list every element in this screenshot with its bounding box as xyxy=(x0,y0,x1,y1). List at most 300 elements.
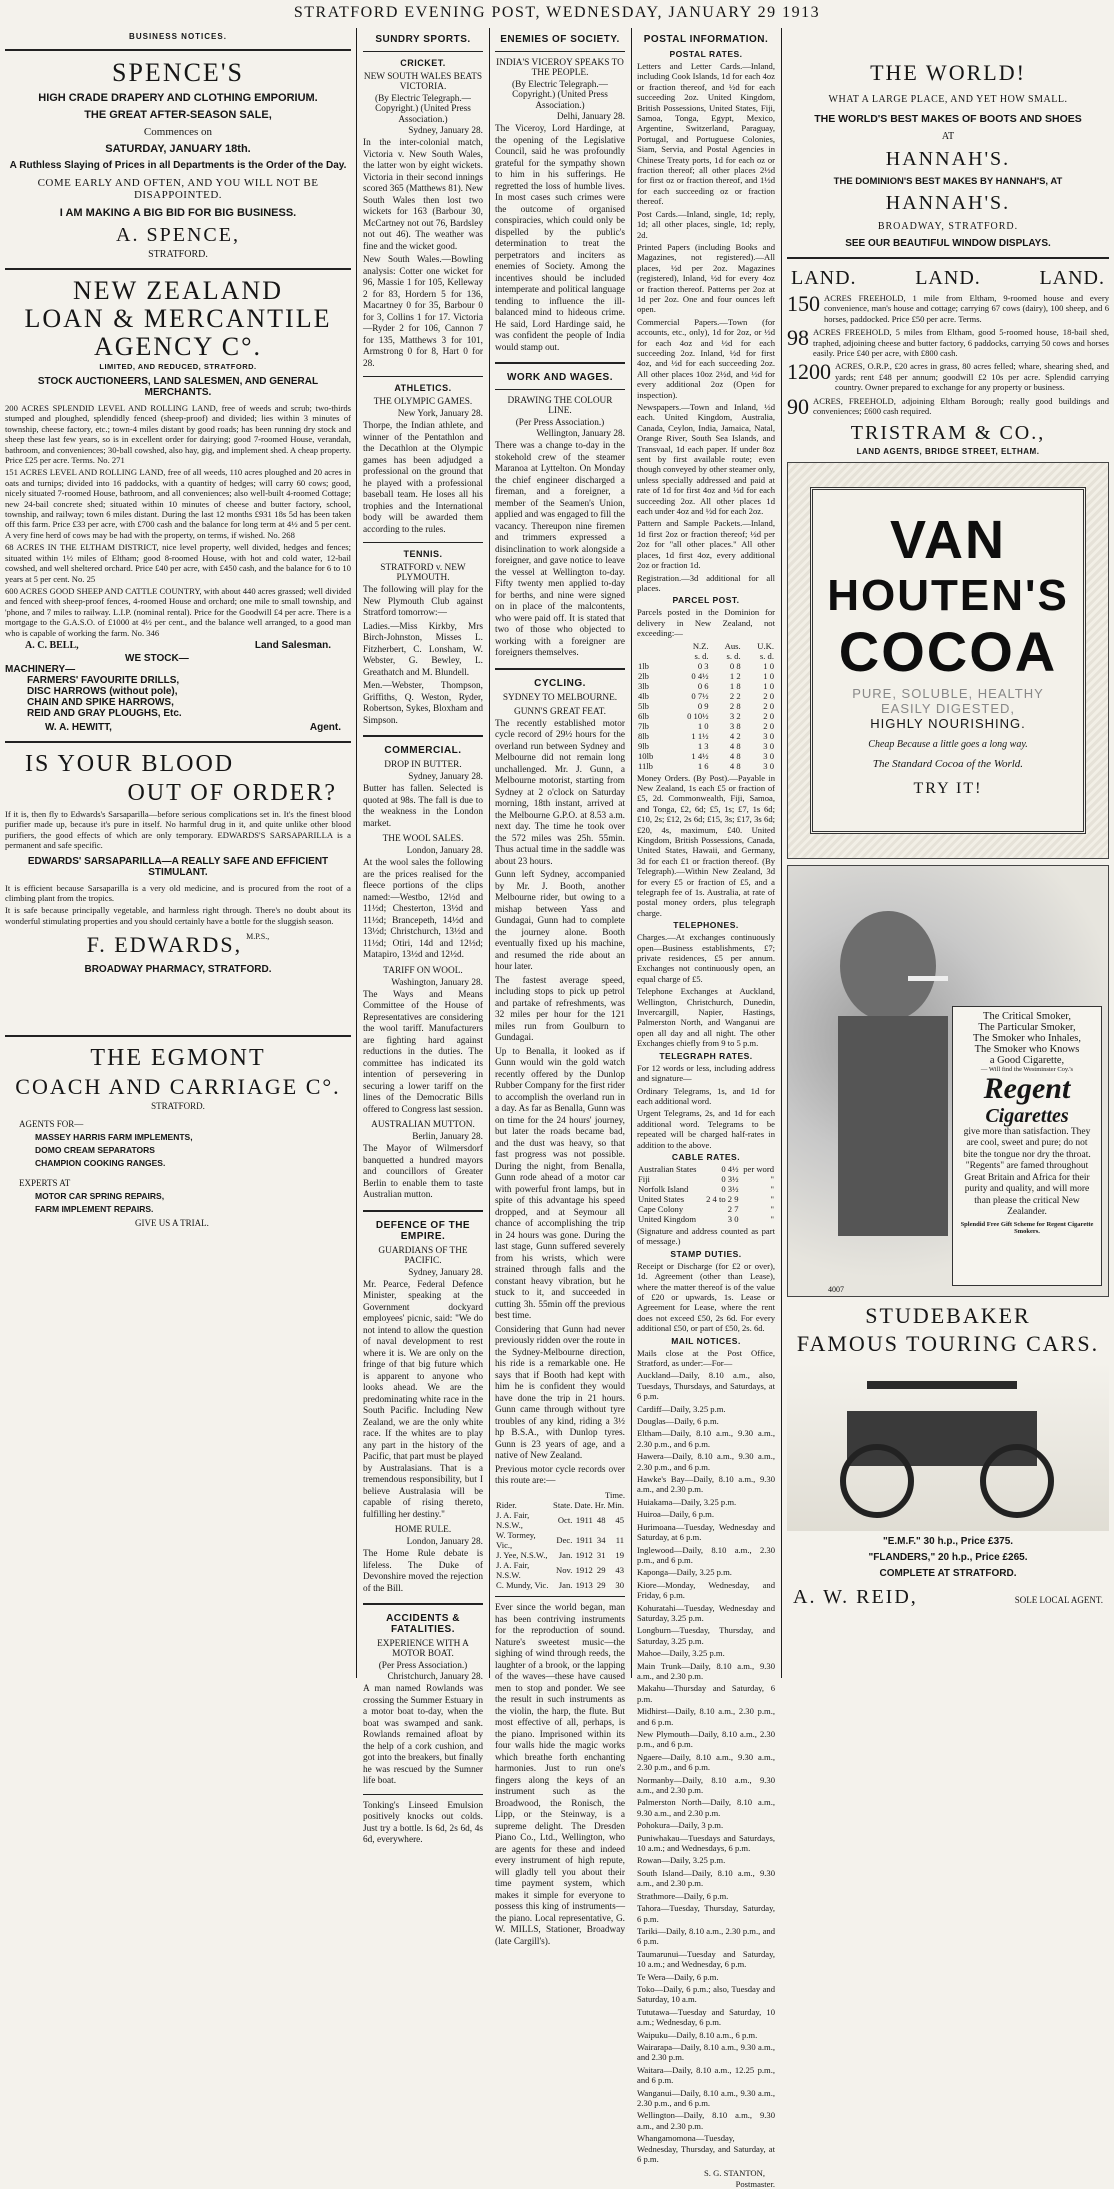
egmont-agent-item: MASSEY HARRIS FARM IMPLEMENTS, xyxy=(35,1132,193,1143)
records-header-cell: Date. xyxy=(574,1500,593,1511)
parcel-cell: 0 7½ xyxy=(691,690,709,701)
cycling-paragraph: Considering that Gunn had never previously ridden over the route in the Sydney-Melbourne direction, his ride is a remarkable one. He says that if Booth had kept with him he is confident they would have done the trip in 21 hours. Gunn came through without tyre troubles of any kind, riding a 3½ hp B.S.A., with Dunlop tyres. Gunn is 23 years of age, and a native of New Zealand. xyxy=(495,1324,625,1462)
regent-gift: Splendid Free Gift Scheme for Regent Cigarette Smokers. xyxy=(960,1220,1094,1235)
studebaker-price: "E.M.F." 30 h.p., Price £375. xyxy=(882,1535,1014,1547)
records-header-cell: Hr. xyxy=(594,1500,606,1511)
commercial-paragraph: Butter has fallen. Selected is quoted at 98s. The fall is due to the weakness in the London market. xyxy=(363,784,483,829)
mail-heading: MAIL NOTICES. xyxy=(671,1335,741,1346)
land-firm-sub: LAND AGENTS, BRIDGE STREET, ELTHAM. xyxy=(856,446,1040,456)
parcel-row xyxy=(637,681,775,691)
divider xyxy=(363,1603,483,1605)
records-header-cell: Rider. xyxy=(496,1500,517,1511)
cricket-paragraph: In the inter-colonial match, Victoria v. New South Wales, the latter won by eight wickets. Victoria in their second innings scored 365 (Matthews 81). New South Wales then lost two wickets for 163 (Barbour 30, McCartney not out 76, Bardsley not out 46). The weather was fine and the wicket good. xyxy=(363,138,483,252)
cable-cell: 2 4 to 2 9 xyxy=(706,1193,739,1204)
mail-item: Hawera—Daily, 8.10 a.m., 9.30 a.m., 2.30 p.m., and 6 p.m. xyxy=(637,1451,775,1472)
regent-advert xyxy=(787,865,1109,1297)
cable-cell: Fiji xyxy=(638,1173,650,1184)
mail-item: Huiakama—Daily, 3.25 p.m. xyxy=(637,1496,737,1507)
postal-paragraph: Registration.—3d additional for all places. xyxy=(637,572,775,593)
regent-body: give more than satisfaction. They are cool, sweet and pure; do not bite the tongue nor dry the throat. "Regents" are famed throughout Great Britain and Africa for their purity and quality, and will more than please the critical New Zealander. xyxy=(963,1126,1091,1218)
records-cell: 1912 xyxy=(575,1565,593,1576)
world-advert xyxy=(787,28,1109,249)
records-row xyxy=(495,1560,625,1580)
mail-item: Huiroa—Daily, 6 p.m. xyxy=(637,1509,715,1520)
parcel-cell: 1 3 xyxy=(697,740,709,751)
records-cell: 45 xyxy=(615,1515,624,1526)
parcel-header-row xyxy=(637,641,775,651)
divider xyxy=(495,51,625,52)
land-advert xyxy=(787,267,1109,456)
records-cell: 48 xyxy=(596,1515,606,1526)
regent-line: The Particular Smoker, xyxy=(978,1021,1076,1033)
parcel-cell: 6lb xyxy=(638,710,649,721)
parcel-cell: 1 4½ xyxy=(691,750,709,761)
mail-item: Kaponga—Daily, 3.25 p.m. xyxy=(637,1567,732,1578)
mail-item: Waipuku—Daily, 8.10 a.m., 6 p.m. xyxy=(637,2029,758,2040)
mail-item: New Plymouth—Daily, 8.10 a.m., 2.30 p.m., and 6 p.m. xyxy=(637,1729,775,1750)
blood-title-1: IS YOUR BLOOD xyxy=(25,750,235,777)
cable-cell: 0 4½ xyxy=(721,1163,739,1174)
parcel-cell: 4 8 xyxy=(729,760,741,771)
postmaster-sign: S. G. STANTON, xyxy=(704,2168,765,2179)
studebaker-advert xyxy=(787,1303,1109,1611)
parcel-cell: 0 3 xyxy=(697,660,709,671)
section-title: SUNDRY SPORTS. xyxy=(375,34,471,45)
mail-item: Auckland—Daily, 8.10 a.m., also, Tuesdays, Thursdays, and Saturdays, at 6 p.m. xyxy=(637,1370,775,1402)
regent-line: The Smoker who Knows xyxy=(974,1043,1080,1055)
parcel-subheader-cell: s. d. xyxy=(694,650,709,661)
blood-paragraph: If it is, then fly to Edwards's Sarsaparilla—before serious complications set in. It's the finest blood purifier made up, because it's pure in itself. No harmful drug in it, and quite unlike other blood purifiers, the good effects of which are only temporary. EDWARDS'S SARSAPARILLA is a permanent and safe specific. xyxy=(5,808,351,851)
egmont-line1: THE EGMONT xyxy=(90,1045,266,1072)
nzl-agent: Agent. xyxy=(309,721,341,733)
spence-date: SATURDAY, JANUARY 18th. xyxy=(105,143,251,155)
parcel-cell: 3 0 xyxy=(763,740,774,751)
parcel-cell: 2 0 xyxy=(763,690,774,701)
mail-item: Palmerston North—Daily, 8.10 a.m., 9.30 a.m., and 2.30 p.m. xyxy=(637,1797,775,1818)
divider xyxy=(787,257,1109,259)
accidents-paragraph: A man named Rowlands was crossing the Summer Estuary in a motor boat to-day, when the boat was swamped and sank. Rowlands remained afloat by the help of a cork cushion, and got into the breakers, but finally he was rescued by the Sumner life boat. xyxy=(363,1684,483,1787)
studebaker-sign: A. W. REID, xyxy=(793,1585,918,1608)
nzl-listing: 68 ACRES IN THE ELTHAM DISTRICT, nice level property, well divided, hedges and fences; situated within 1½ miles of Eltham; good 8-roomed House, with hot and cold water, 12-bail cowshed, and well sheltered orchard. Price £40 per acre, with £450 cash, and the balance for 6 to 10 years at 5 per cent. No. 25 xyxy=(5,542,351,584)
telephone-heading: TELEPHONES. xyxy=(673,920,739,931)
land-description: ACRES FREEHOLD, 5 miles from Eltham, good 5-roomed house, 18-bail shed, traphed, adjoining cheese and butter factory, 6 paddocks, carrying 50 cows and horses easily. Price £40 per acre, with £800 cash. xyxy=(813,327,1109,359)
world-hannahs: HANNAH'S. xyxy=(885,192,1011,214)
cocoa-try: TRY IT! xyxy=(913,779,983,797)
nzl-listing: 200 ACRES SPLENDID LEVEL AND ROLLING LAND, free of weeds and scrub; two-thirds stumped and ploughed, splendidly fenced (sheep-proof) and divided; lies within 3 minutes of township, cheese factory, etc.; town-4 miles distant by good roads; has been running dry stock and sheep these last few years, so is in excellent order for dairying; good 7-roomed House, verandah, bathroom, and conveniences; 30-ball cowshed, also hay, gig, and implement shed. A cheap property. Price £25 per acre. Terms. No. 271 xyxy=(5,403,351,466)
smoker-head xyxy=(840,911,936,1021)
cricket-paragraph: New South Wales.—Bowling analysis: Cotter one wicket for 96, Massie 1 for 105, Kelleway 2 for 83, Hordern 5 for 136, Macartney 0 for 35, Barbour 0 for 3, Collins 1 for 17. Victoria—Ryder 2 for 106, Cannon 7 for 135, Matthews 3 for 101, Armstrong 0 for 8, Hart 0 for 28. xyxy=(363,255,483,369)
cable-row xyxy=(637,1164,775,1174)
nzl-listing: 600 ACRES GOOD SHEEP AND CATTLE COUNTRY, with about 440 acres grassed; well divided and fenced with sheep-proof fences, 4-roomed House and orchard; one mile to small township, and 'phone, and 7 miles to railway. L.I.P. (nominal rental). Price for the Goodwill £4 per acre. There is a mortgage to the G.A.S.O. of £1000 at 4½ per cent., and the balance well arranged, to a good man who is capable of working the farm. No. 346 xyxy=(5,585,351,638)
mail-list xyxy=(637,1370,775,2164)
egmont-agent-item: DOMO CREAM SEPARATORS xyxy=(35,1145,155,1156)
records-header-cell: Min. xyxy=(607,1500,624,1511)
work-heading: WORK AND WAGES. xyxy=(506,372,613,384)
parcel-header-cell xyxy=(637,641,668,651)
land-list xyxy=(787,293,1109,418)
land-listing xyxy=(787,393,1109,419)
cocoa-line: The Standard Cocoa of the World. xyxy=(872,757,1024,770)
cable-cell: United Kingdom xyxy=(638,1213,697,1224)
piano-advert: Ever since the world began, man has been contriving instruments for the reproduction of sound. Nature's sweetest music—the sighing of wind through reeds, the laughter of a brook, or the lapping of the waves—these have caused men to stop and ponder. We see the result in such instruments as the violin, the harp, the flute. But most effective of all, perhaps, is the piano. Imprisoned within its four walls hide the magic works which breathe forth enchanting harmonies. Just to run one's fingers along the keys of an instrument such as the Broadwood, the Ronisch, the Lipp, or the Steinway, is a supreme delight. The Dresden Piano Co., Ltd., Wellington, who are agents for these and indeed every instrument of high repute, will gladly tell you about their time payment system, which makes it simple for everyone to possess this king of instruments—the piano. Local representative, G. W. MILLS, Stationer, Broadway (late Cargill's). xyxy=(495,1603,625,1947)
divider xyxy=(495,362,625,364)
spence-sign: A. SPENCE, xyxy=(116,224,240,246)
records-row xyxy=(495,1510,625,1530)
parcel-cell: 2 0 xyxy=(763,720,774,731)
tennis-paragraph: Ladies.—Miss Kirkby, Mrs Birch-Johnston, Misses L. Fitzherbert, C. Lonsham, W. Webster, G. Bewley, L. Greathatch and M. Blundell. xyxy=(363,621,483,678)
land-listing xyxy=(787,293,1109,324)
divider xyxy=(5,268,351,270)
blood-advert xyxy=(5,751,351,975)
parcel-cell: 3 0 xyxy=(763,760,774,771)
work-paragraph: There was a change to-day in the stokehold crew of the steamer Maranoa at Lyttelton. On Monday the chief engineer discharged a fireman, and a foreigner, a member of the Seamen's Union, applied and was engaged to fill the vacancy. Thereupon nine firemen and trimmers expressed a disinclination to work alongside a foreigner, and gave notice to leave the vessel at Wellington to-day. Fifty twenty men applied to-day for berths, and nine were signed on in place of the malcontents, who were paid off. It is stated that two of those who objected to working with a foreigner are foreigners themselves. xyxy=(495,441,625,659)
section-title: POSTAL INFORMATION. xyxy=(643,34,769,45)
divider xyxy=(495,1596,625,1597)
parcel-cell: 2 0 xyxy=(763,700,774,711)
cable-cell: per word xyxy=(743,1163,774,1174)
studebaker-complete: COMPLETE AT STRATFORD. xyxy=(879,1567,1017,1579)
tennis-subhead: STRATFORD v. NEW PLYMOUTH. xyxy=(380,563,466,584)
parcel-cell: 4 2 xyxy=(729,730,741,741)
parcel-cell: 0 8 xyxy=(729,660,741,671)
mail-item: Ngaere—Daily, 8.10 a.m., 9.30 a.m., 2.30 p.m., and 6 p.m. xyxy=(637,1751,775,1773)
records-cell: 19 xyxy=(615,1550,624,1561)
mail-item: Longburn—Tuesday, Thursday, and Saturday, 3.25 p.m. xyxy=(637,1625,775,1646)
cable-cell: 0 3½ xyxy=(721,1173,739,1184)
viceroy-date: Delhi, January 28. xyxy=(556,112,625,123)
commercial-subhead: DROP IN BUTTER. xyxy=(384,760,462,771)
blood-safe: EDWARDS' SARSAPARILLA—A REALLY SAFE AND EFFICIENT STIMULANT. xyxy=(27,855,329,878)
land-word: LAND. xyxy=(791,267,857,289)
mail-item: Douglas—Daily, 6 p.m. xyxy=(637,1416,719,1427)
defence-heading: DEFENCE OF THE EMPIRE. xyxy=(375,1219,471,1242)
cable-row xyxy=(637,1214,775,1224)
cricket-date: Sydney, January 28. xyxy=(408,126,483,137)
parcel-cell: 3lb xyxy=(638,680,649,691)
blood-paragraph: It is efficient because Sarsaparilla is a very old medicine, and is procured from the root of a climbing plant from the tropics. xyxy=(5,882,351,903)
land-acreage: 150 xyxy=(787,291,820,316)
mail-item: Wanganui—Daily, 8.10 a.m., 9.30 a.m., 2.30 p.m., and 6 p.m. xyxy=(637,2087,775,2108)
spence-commences: Commences on xyxy=(143,126,213,138)
parcel-table xyxy=(637,641,775,771)
defence-paragraph: The Home Rule debate is lifeless. The Duke of Devonshire moved the rejection of the Bill. xyxy=(363,1549,483,1594)
blood-sign: F. EDWARDS, xyxy=(86,932,243,958)
cable-heading: CABLE RATES. xyxy=(671,1151,741,1162)
studebaker-title: FAMOUS TOURING CARS. xyxy=(796,1330,1100,1356)
regent-line: The Smoker who Inhales, xyxy=(973,1032,1081,1044)
cable-note: (Signature and address counted as part of message.) xyxy=(637,1225,775,1247)
nzl-machinery: MACHINERY— xyxy=(5,663,76,675)
parcel-cell: 3 8 xyxy=(729,720,741,731)
blood-mps: M.P.S., xyxy=(246,932,270,942)
commercial-date: Sydney, January 28. xyxy=(408,772,483,783)
records-cell: 29 xyxy=(596,1580,606,1591)
parcel-row xyxy=(637,691,775,701)
regent-code: 4007 xyxy=(828,1284,844,1294)
divider xyxy=(363,1794,483,1795)
egmont-expert-item: MOTOR CAR SPRING REPAIRS, xyxy=(35,1191,165,1202)
defence-subhead: GUARDIANS OF THE PACIFIC. xyxy=(378,1245,468,1266)
nzl-bell-role: Land Salesman. xyxy=(254,639,331,651)
records-cell: Jan. xyxy=(558,1550,573,1561)
nzl-line1: NEW ZEALAND xyxy=(73,276,283,305)
records-cell: J. A. Fair, N.S.W. xyxy=(496,1560,530,1581)
parcel-cell: 0 6 xyxy=(697,680,709,691)
column-sundry-sports xyxy=(358,28,488,1846)
divider xyxy=(5,49,351,51)
spence-town: STRATFORD. xyxy=(148,249,208,260)
car-roof xyxy=(867,1381,1017,1389)
nz-loan-advert xyxy=(5,278,351,733)
egmont-agent-item: CHAMPION COOKING RANGES. xyxy=(35,1158,166,1169)
cocoa-brand: HOUTEN'S xyxy=(827,570,1069,620)
records-body xyxy=(495,1510,625,1590)
records-cell: 31 xyxy=(596,1550,606,1561)
cable-cell: Norfolk Island xyxy=(638,1183,689,1194)
work-date: Wellington, January 28. xyxy=(536,429,625,440)
land-word: LAND. xyxy=(915,267,981,289)
postal-paragraph: Newspapers.—Town and Inland, ½d each. United Kingdom, Australia, Canada, Ceylon, India, Jamaica, Natal, Orange River, South Sea Islands, and Transvaal, 1d each paper. If under 8oz sent by first available route; even though conveyed by other steamer only, unless specially addressed and paid at rate of 1d for first 4oz and ½d for each succeeding 2oz. All other places 1d each under 4oz and ½d for each 2oz. xyxy=(637,402,775,517)
parcel-cell: 9lb xyxy=(638,740,649,751)
divider xyxy=(495,389,625,390)
divider xyxy=(363,376,483,377)
egmont-agents: AGENTS FOR— xyxy=(19,1119,84,1130)
cable-cell: United States xyxy=(638,1193,685,1204)
defence-subhead: HOME RULE. xyxy=(394,1525,452,1536)
telegraph-paragraph: Urgent Telegrams, 2s, and 1d for each additional word. Telegrams to be repeated will be charged half-rates in addition to the above. xyxy=(637,1108,775,1150)
postal-rates-heading: POSTAL RATES. xyxy=(669,49,743,59)
parcel-cell: 10lb xyxy=(638,750,654,761)
mail-item: Mahoe—Daily, 3.25 p.m. xyxy=(637,1648,725,1659)
mail-item: Whangamomona—Tuesday, Wednesday, Thursday, and Saturday, at 6 p.m. xyxy=(637,2133,775,2165)
mail-item: Midhirst—Daily, 8.10 a.m., 2.30 p.m., and 6 p.m. xyxy=(637,1706,775,1727)
cocoa-brand: VAN xyxy=(889,509,1006,570)
studebaker-title: STUDEBAKER xyxy=(865,1302,1031,1328)
cable-cell: " xyxy=(770,1193,774,1204)
car-icon xyxy=(787,1361,1107,1531)
parcel-cell: 0 10½ xyxy=(687,710,709,721)
parcel-row xyxy=(637,741,775,751)
records-cell: Dec. xyxy=(556,1535,573,1546)
parcel-cell: 1 0 xyxy=(763,670,774,681)
commercial-subhead: THE WOOL SALES. xyxy=(382,834,464,845)
commercial-paragraph: At the wool sales the following are the prices realised for the fleece portions of the clips named:—Westbo, 12½d and 11½d; Chesterton, 13½d and 11½d; Brancepeth, 14½d and 13½d; Christchurch, 13½d and 11½d; Otiri, 14d and 12½d; Matapiro, 13½d and 12½d. xyxy=(363,858,483,961)
postal-paragraph: Letters and Letter Cards.—Inland, including Cook Islands, 1d for each 4oz or fraction thereof, and ½d for each succeeding 2oz. United Kingdom, British Possessions, United States, Fiji, Samoa, Tonga, Egypt, Mexico, Argentine, Switzerland, Paraguay, Portugal, and Portuguese Colonies, Siam, Servia, and Postal Agencies in Chinese Treaty ports, 1d for each oz or fraction thereof; all other places 2½d for first oz or fraction thereof, and 1½d for each succeeding oz or fraction thereof. xyxy=(637,61,775,207)
stamp-paragraph: Receipt or Discharge (for £2 or over), 1d. Agreement (other than Lease), where the matter thereof is of the value of £20 or upwards, 1s. Lease or Agreement for Lease, where the rent does not exceed £50, 2s 6d. For every additional £50, or part of £50, 2s. 6d. xyxy=(637,1260,775,1334)
studebaker-agent: SOLE LOCAL AGENT. xyxy=(1014,1594,1103,1605)
parcel-row xyxy=(637,711,775,721)
commercial-date: London, January 28. xyxy=(406,846,483,857)
mail-item: Cardiff—Daily, 3.25 p.m. xyxy=(637,1403,726,1414)
parcel-cell: 1 2 xyxy=(729,670,741,681)
cable-table xyxy=(637,1164,775,1224)
mail-item: Toko—Daily, 6 p.m.; also, Tuesday and Saturday, 10 a.m. xyxy=(637,1983,775,2005)
accidents-date: Christchurch, January 28. xyxy=(387,1672,483,1683)
parcel-row xyxy=(637,761,775,771)
cable-row xyxy=(637,1184,775,1194)
mail-item: Hawke's Bay—Daily, 8.10 a.m., 9.30 a.m., and 2.30 p.m. xyxy=(637,1474,775,1495)
egmont-expert-item: FARM IMPLEMENT REPAIRS. xyxy=(35,1204,154,1215)
divider xyxy=(495,668,625,670)
cable-row xyxy=(637,1174,775,1184)
cable-cell: 0 3½ xyxy=(721,1183,739,1194)
egmont-experts: EXPERTS AT xyxy=(19,1178,71,1189)
spence-advert xyxy=(5,59,351,260)
regent-brand: Regent xyxy=(983,1071,1071,1105)
mail-item: Waitara—Daily, 8.10 a.m., 12.25 p.m., and 6 p.m. xyxy=(637,2064,775,2086)
cocoa-panel xyxy=(810,487,1086,834)
nzl-machine: DISC HARROWS (without pole), xyxy=(27,685,178,697)
parcel-cell: 8lb xyxy=(638,730,649,741)
postal-paragraph: Post Cards.—Inland, single, 1d; reply, 1d; all other places, single, 1d; reply, 2d. xyxy=(637,208,775,240)
world-title: THE WORLD! xyxy=(870,60,1026,85)
records-cell: 1913 xyxy=(575,1580,593,1591)
cable-cell: 2 7 xyxy=(727,1203,739,1214)
commercial-date: Berlin, January 28. xyxy=(412,1132,483,1143)
records-cell: Nov. xyxy=(556,1565,573,1576)
parcel-cell: 4 8 xyxy=(729,750,741,761)
cigarette xyxy=(908,976,948,981)
cricket-heading: CRICKET. xyxy=(400,58,446,68)
mail-item: Tahora—Tuesday, Thursday, Saturday, 6 p.m. xyxy=(637,1903,775,1924)
records-cell: C. Mundy, Vic. xyxy=(496,1580,549,1591)
nzl-hewitt: W. A. HEWITT, xyxy=(45,721,112,733)
regent-brand: Cigarettes xyxy=(985,1104,1069,1127)
accidents-subhead: EXPERIENCE WITH A MOTOR BOAT. xyxy=(377,1639,469,1660)
land-header xyxy=(791,267,1105,290)
records-header-row xyxy=(495,1500,625,1510)
commercial-paragraph: The Ways and Means Committee of the House of Representatives are considering the wool tariff. Manufacturers are fighting hard against reductions in the duties. The committee has indicated its intention of persevering in securing a lower tariff on the lines of the Democratic Bills offered to Congress last session. xyxy=(363,989,483,1115)
parcel-cell: 3 2 xyxy=(729,710,741,721)
nzl-bell: A. C. BELL, xyxy=(25,639,79,651)
records-table xyxy=(495,1500,625,1590)
parcel-cell: 0 9 xyxy=(697,700,709,711)
postal-paragraph: Commercial Papers.—Town (for accounts, etc., only), 1d for 2oz, or ½d for each 4oz and ½d for each succeeding 2oz. Inland, ½d for first 4oz, and ½d for each succeeding 2oz. All other places 10oz 2½d, and ½d for every additional 2oz (Open for inspection). xyxy=(637,316,775,400)
land-description: ACRES FREEHOLD, 1 mile from Eltham, 9-roomed house and every convenience, man's house and cottage; carrying 67 cows (dairy), 100 sheep, and 6 horses, paddocked. Price £50 per acre. Terms. xyxy=(824,293,1109,324)
mail-intro: Mails close at the Post Office, Stratford, as under:—For— xyxy=(637,1347,775,1368)
mail-item: Inglewood—Daily, 8.10 a.m., 2.30 p.m., and 6 p.m. xyxy=(637,1544,775,1565)
divider xyxy=(5,741,351,743)
telegraph-paragraph: For 12 words or less, including address and signature— xyxy=(637,1062,775,1084)
mail-item: Normanby—Daily, 8.10 a.m., 9.30 a.m., and 2.30 p.m. xyxy=(637,1774,775,1796)
spence-bid: I AM MAKING A BIG BID FOR BIG BUSINESS. xyxy=(59,207,297,219)
parcel-header-cell: N.Z. xyxy=(692,640,709,651)
cocoa-line: Cheap Because a little goes a long way. xyxy=(868,738,1028,750)
records-cell: 30 xyxy=(615,1580,624,1591)
nzl-machine: FARMERS' FAVOURITE DRILLS, xyxy=(27,674,180,686)
work-subhead: DRAWING THE COLOUR LINE. xyxy=(507,396,613,417)
studebaker-sign-row xyxy=(793,1584,1103,1611)
column-adverts xyxy=(782,28,1114,1678)
records-cell: Oct. xyxy=(557,1515,573,1526)
mail-item: Rowan—Daily, 3.25 p.m. xyxy=(637,1855,726,1866)
records-header-cell: State. xyxy=(553,1500,573,1511)
column-postal-information xyxy=(632,28,780,2189)
mail-item: Puniwhakau—Tuesdays and Saturdays, 10 a.m.; and Wednesdays, 6 p.m. xyxy=(637,1832,775,1854)
cycling-subhead: GUNN'S GREAT FEAT. xyxy=(514,706,606,717)
cable-cell: " xyxy=(770,1183,774,1194)
cricket-subhead: NEW SOUTH WALES BEATS VICTORIA. xyxy=(363,72,483,92)
cable-cell: Australian States xyxy=(638,1163,697,1174)
cycling-subhead: SYDNEY TO MELBOURNE. xyxy=(502,692,618,703)
parcel-cell: 1 1½ xyxy=(691,730,709,741)
land-description: ACRES, O.R.P., £20 acres in grass, 80 acres felled; whare, shearing shed, and yards; rent £48 per annum; goodwill £2 10s per acre. Splendid carrying country. Owner prepared to exchange for any property or business. xyxy=(835,361,1109,393)
land-listing xyxy=(787,327,1109,358)
section-title: ENEMIES OF SOCIETY. xyxy=(500,34,620,45)
cable-cell: " xyxy=(770,1213,774,1224)
nzl-listing: 151 ACRES LEVEL AND ROLLING LAND, free of all weeds, 110 acres ploughed and 20 acres in oats and turnips; divided into 16 paddocks, with a quantity of hedges; will carry 60 cows; good, nicely situated 7-roomed House, bathroom, and all conveniences; also well-built 4-roomed Cottage; new 24-bail concrete shed; situated within 10 minutes of cheese and butter factory, school, township, and railway; town 6 miles distant. During the last 12 months £931 18s 5d has been taken off this farm. Price £33 per acre, with £700 cash and the balance for long term at 4½ and 5 per cent. A very fine herd of cows may be had with the property, on terms, if wished. No. 268 xyxy=(5,467,351,540)
spence-slaying: A Ruthless Slaying of Prices in all Departments is the Order of the Day. xyxy=(9,160,347,171)
section-label: BUSINESS NOTICES. xyxy=(129,32,227,41)
mail-item: Wairarapa—Daily, 8.10 a.m., 9.30 a.m., and 2.30 p.m. xyxy=(637,2041,775,2063)
spence-sale: THE GREAT AFTER-SEASON SALE, xyxy=(84,109,272,121)
stamp-heading: STAMP DUTIES. xyxy=(670,1248,742,1259)
nzl-limited: LIMITED, AND REDUCED, STRATFORD. xyxy=(99,362,257,371)
land-acreage: 90 xyxy=(787,393,809,419)
nzl-signature-row xyxy=(25,640,331,651)
blood-paragraph: It is safe because principally vegetable, and harmless right through. There's no doubt about its wonderful stimulating properties and you should certainly have a bottle for the sluggish season. xyxy=(5,905,351,926)
column-business-notices xyxy=(0,28,356,1678)
parcel-cell: 2 8 xyxy=(729,700,741,711)
spence-tagline: HIGH CRADE DRAPERY AND CLOTHING EMPORIUM. xyxy=(38,92,318,104)
egmont-advert xyxy=(5,1045,351,1228)
parcel-row xyxy=(637,721,775,731)
parcel-row xyxy=(637,751,775,761)
records-cell: Jan. xyxy=(558,1580,573,1591)
cycling-paragraph: The recently established motor cycle record of 29½ hours for the overland run between Sydney and Melbourne did not remain long unchallenged. Mr. J. Gunn, a Melbourne motorist, starting from Sydney at 2 o'clock on Saturday morning, 18th instant, arrived at the Melbourne G.P.O. at 8.53 a.m. next day. The time he took over the 572 miles was 25h. 55min. Thus actual time in the saddle was about 23 hours. xyxy=(495,718,625,867)
divider xyxy=(363,542,483,543)
postal-paragraph: Printed Papers (including Books and Magazines, not registered).—All places, ½d per 2oz. Magazines (registered), Inland, ½d for every 4oz or fraction thereof. Patterns per 2oz at 1d per 2oz. One and four ounces left open. xyxy=(637,241,775,315)
postal-paragraph: Pattern and Sample Packets.—Inland, 1d first 2oz or fraction thereof; ½d per 2oz for "all other places." All other places, 1d first 4oz, every additional 2oz or fraction 1d. xyxy=(637,518,775,571)
records-row xyxy=(495,1550,625,1560)
athletics-date: New York, January 28. xyxy=(397,409,483,420)
records-cell: 43 xyxy=(615,1565,624,1576)
regent-text-panel xyxy=(952,1006,1102,1286)
spence-come: COME EARLY AND OFTEN, AND YOU WILL NOT BE DISAPPOINTED. xyxy=(37,177,319,201)
parcel-cell: 1 8 xyxy=(729,680,741,691)
records-cell: 34 xyxy=(596,1535,606,1546)
defence-date: London, January 28. xyxy=(406,1537,483,1548)
land-listing xyxy=(787,361,1109,392)
parcel-header-cell: U.K. xyxy=(757,640,774,651)
egmont-line2: COACH AND CARRIAGE C°. xyxy=(15,1074,341,1100)
mail-item: Strathmore—Daily, 6 p.m. xyxy=(637,1890,729,1901)
parcel-row xyxy=(637,701,775,711)
accidents-via: (Per Press Association.) xyxy=(378,1661,468,1672)
mail-item: Tariki—Daily, 8.10 a.m., 2.30 p.m., and 6 p.m. xyxy=(637,1925,775,1947)
world-hannahs: HANNAH'S. xyxy=(885,148,1011,170)
column-rule xyxy=(356,28,357,1678)
mail-item: South Island—Daily, 8.10 a.m., 9.30 a.m., and 2.30 p.m. xyxy=(637,1867,775,1889)
telephone-paragraph: Telephone Exchanges at Auckland, Wellington, Christchurch, Dunedin, Invercargill, Napier, Hastings, Palmerston North, and Wanganui are open all day and all night. The other Exchanges chiefly from 9 to 5 p.m. xyxy=(637,986,775,1049)
cable-row xyxy=(637,1194,775,1204)
mail-item: Hurimoana—Tuesday, Wednesday and Saturday, at 6 p.m. xyxy=(637,1521,775,1543)
mail-item: Pohokura—Daily, 3 p.m. xyxy=(637,1820,724,1831)
land-acreage: 1200 xyxy=(787,359,831,385)
parcel-cell: 4 8 xyxy=(729,740,741,751)
regent-line: a Good Cigarette, xyxy=(989,1054,1065,1066)
parcel-subheader-cell: s. d. xyxy=(726,650,741,661)
egmont-town: STRATFORD. xyxy=(151,1101,205,1112)
mail-item: Taumarunui—Tuesday and Saturday, 10 a.m.; and Wednesday, 6 p.m. xyxy=(637,1948,775,1970)
parcel-row xyxy=(637,661,775,671)
telegraph-heading: TELEGRAPH RATES. xyxy=(659,1050,753,1061)
mail-item: Te Wera—Daily, 6 p.m. xyxy=(637,1971,719,1982)
parcel-cell: 2 2 xyxy=(729,690,741,701)
telephone-paragraph: Charges.—At exchanges continuously open—Business establishments, £7; private residences, £5 per annum. Exchanges not continuously open, an equal charge of £5. xyxy=(637,932,775,984)
world-at: AT xyxy=(941,131,955,142)
cocoa-advert xyxy=(787,462,1109,859)
